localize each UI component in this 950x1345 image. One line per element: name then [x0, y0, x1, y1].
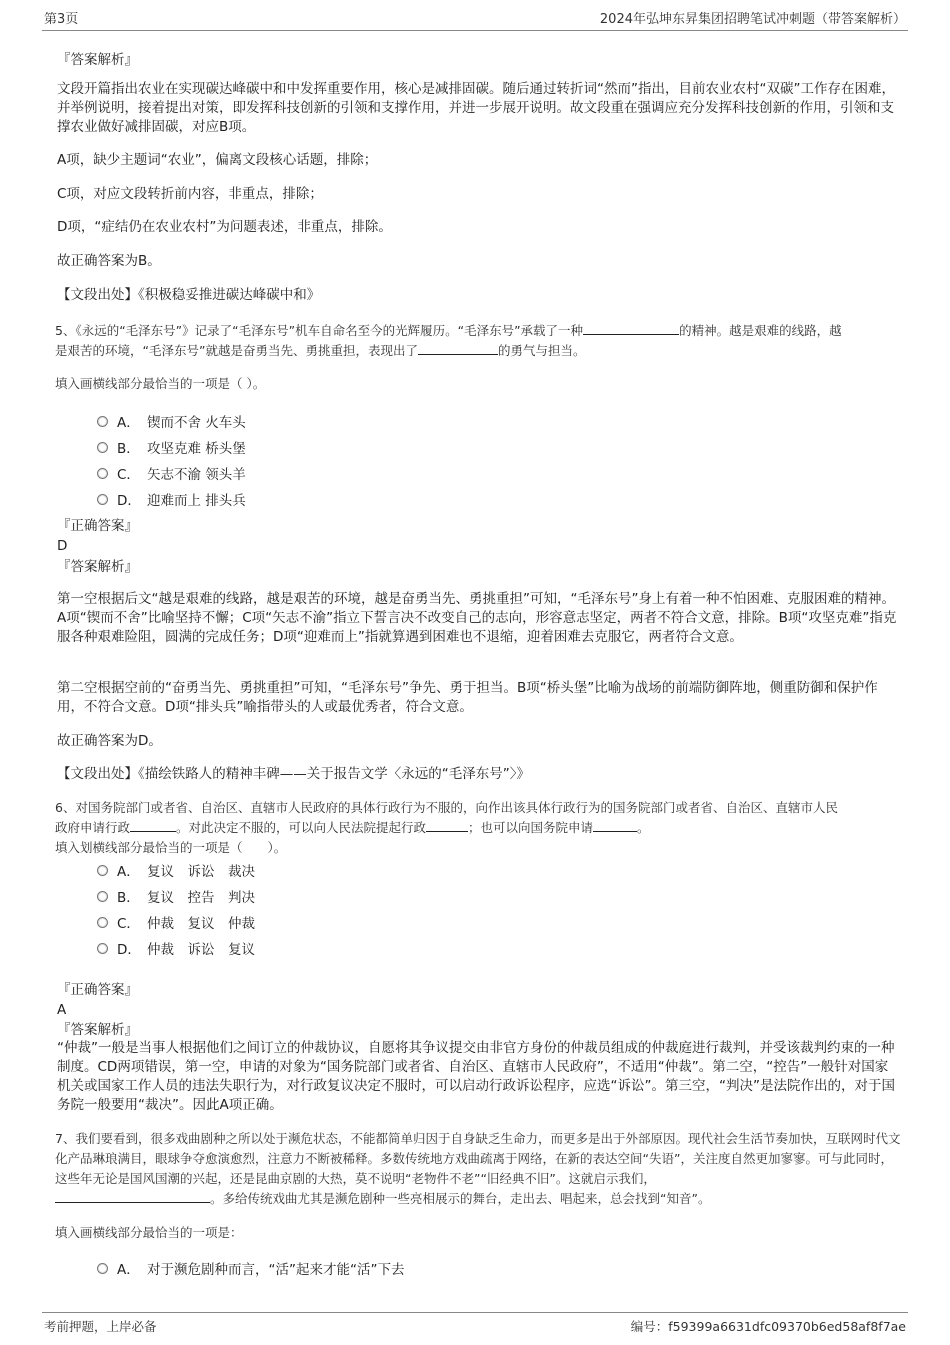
- q5-analysis-label: 『答案解析』: [57, 559, 138, 575]
- q5-option-b[interactable]: [97, 437, 246, 457]
- radio-icon[interactable]: [97, 494, 108, 505]
- option-text: 锲而不舍 火车头: [147, 415, 246, 431]
- q6-prompt: 填入划横线部分最恰当的一项是（ ）。: [55, 840, 287, 855]
- option-text: 仲裁 诉讼 复议: [147, 942, 255, 958]
- q6-stem-part2: 。对此决定不服的，可以向人民法院提起行政: [176, 820, 427, 835]
- option-letter: A．: [117, 864, 140, 880]
- option-letter: B．: [117, 441, 140, 457]
- option-letter: C．: [117, 916, 140, 932]
- radio-icon[interactable]: [97, 442, 108, 453]
- q5-analysis-p1: 第一空根据后文“越是艰难的线路，越是艰苦的环境，越是奋勇当先、勇挑重担”可知，“毛泽东号”身上有着一种不怕困难、克服困难的精神。A项“锲而不舍”比喻坚持不懈；C项“矢志不渝”指立下誓言决不改变自己的志向，形容意志坚定，两者不符合文意，排除。B项“攻坚克难”指克服各种艰难险阻，圆满的完成任务；D项“迎难而上”指就算遇到困难也不退缩，迎着困难去克服它，两者符合文意。: [57, 591, 897, 645]
- q5-option-c[interactable]: [97, 463, 246, 483]
- radio-icon[interactable]: [97, 943, 108, 954]
- q7-blank: [55, 1190, 210, 1203]
- q6-answer: A: [57, 1002, 67, 1018]
- option-letter: B．: [117, 890, 140, 906]
- option-text: 攻坚克难 桥头堡: [147, 441, 246, 457]
- radio-icon[interactable]: [97, 917, 108, 928]
- q4-source: 【文段出处】《积极稳妥推进碳达峰碳中和》: [57, 287, 321, 303]
- radio-icon[interactable]: [97, 416, 108, 427]
- radio-icon[interactable]: [97, 468, 108, 479]
- q6-analysis-p1: “仲裁”一般是当事人根据他们之间订立的仲裁协议，自愿将其争议提交由非官方身份的仲裁员组成的仲裁庭进行裁判，并受该裁判约束的一种制度。CD两项错误，第一空，申请的对象为“国务院部门或者省、自治区、直辖市人民政府”，不适用“仲裁”。第二空，“控告”一般针对国家机关或国家工作人员的违法失职行为，对行政复议决定不服时，可以启动行政诉讼程序，应选“诉讼”。第三空，“判决”是法院作出的，对于国务院一般要用“裁决”。因此A项正确。: [57, 1040, 895, 1113]
- q6-correct-label: 『正确答案』: [57, 982, 138, 998]
- q5-correct-label: 『正确答案』: [57, 518, 138, 534]
- q5-analysis-p2: 第二空根据空前的“奋勇当先、勇挑重担”可知，“毛泽东号”争先、勇于担当。B项“桥头堡”比喻为战场的前端防御阵地，侧重防御和保护作用，不符合文意。D项“排头兵”喻指带头的人或最优秀者，符合文意。: [57, 680, 878, 715]
- header-rule: [42, 30, 908, 31]
- q5-stem-part3: 是艰苦的环境，“毛泽东号”就越是奋勇当先、勇挑重担，表现出了: [55, 343, 418, 358]
- q5-blank-2: [418, 342, 498, 355]
- q6-stem: [55, 798, 905, 838]
- footer-serial: 编号：f59399a6631dfc09370b6ed58af8f7ae: [630, 1319, 906, 1334]
- q5-option-a[interactable]: [97, 411, 246, 431]
- q5-stem-part1: 5、《永远的“毛泽东号”》记录了“毛泽东号”机车自命名至今的光辉履历。“毛泽东号”承载了一种: [55, 323, 584, 338]
- q4-analysis-p1: 文段开篇指出农业在实现碳达峰碳中和中发挥重要作用，核心是减排固碳。随后通过转折词“然而”指出，目前农业农村“双碳”工作存在困难，并举例说明，接着提出对策，即发挥科技创新的引领和支撑作用，并进一步展开说明。故文段重在强调应充分发挥科技创新的作用，引领和支撑农业做好减排固碳，对应B项。: [57, 81, 895, 135]
- q7-prompt: 填入画横线部分最恰当的一项是：: [55, 1225, 243, 1240]
- page-number: 第3页: [44, 12, 79, 27]
- q5-conclusion: 故正确答案为D。: [57, 733, 162, 749]
- q5-blank-1: [583, 322, 679, 335]
- radio-icon[interactable]: [97, 865, 108, 876]
- q6-stem-part4: 。: [637, 820, 650, 835]
- option-text: 对于濒危剧种而言，“活”起来才能“活”下去: [147, 1262, 405, 1278]
- option-letter: C．: [117, 467, 140, 483]
- option-text: 复议 控告 判决: [147, 890, 255, 906]
- option-letter: A．: [117, 415, 140, 431]
- q5-option-d[interactable]: [97, 489, 246, 509]
- radio-icon[interactable]: [97, 1263, 108, 1274]
- q4-analysis-label: 『答案解析』: [57, 52, 138, 68]
- radio-icon[interactable]: [97, 891, 108, 902]
- q6-blank-3: [593, 819, 637, 832]
- footer-rule: [42, 1312, 908, 1313]
- q6-stem-part1: 政府申请行政: [55, 820, 131, 835]
- q7-option-a[interactable]: [97, 1258, 404, 1278]
- q6-option-a[interactable]: [97, 860, 255, 880]
- q6-stem-part3: ；也可以向国务院申请: [468, 820, 594, 835]
- q5-source: 【文段出处】《描绘铁路人的精神丰碑——关于报告文学〈永远的“毛泽东号”〉》: [57, 766, 530, 782]
- option-letter: D．: [117, 493, 141, 509]
- q4-analysis-d: D项，“症结仍在农业农村”为问题表述，非重点，排除。: [57, 219, 392, 235]
- q6-blank-1: [130, 819, 176, 832]
- option-letter: D．: [117, 942, 141, 958]
- q5-prompt: 填入画横线部分最恰当的一项是（ ）。: [55, 376, 266, 391]
- q4-analysis-c: C项，对应文段转折前内容，非重点，排除；: [57, 186, 323, 202]
- q6-option-b[interactable]: [97, 886, 255, 906]
- q6-blank-2: [426, 819, 468, 832]
- q6-option-c[interactable]: [97, 912, 255, 932]
- option-text: 迎难而上 排头兵: [147, 493, 246, 509]
- q6-option-d[interactable]: [97, 938, 255, 958]
- option-letter: A．: [117, 1262, 140, 1278]
- q5-stem: [55, 321, 900, 361]
- option-text: 仲裁 复议 仲裁: [147, 916, 255, 932]
- q5-answer: D: [57, 538, 68, 554]
- q7-stem-tail: 。多给传统戏曲尤其是濒危剧种一些亮相展示的舞台，走出去、唱起来，总会找到“知音”。: [210, 1191, 711, 1206]
- q5-stem-part2: 的精神。越是艰难的线路，越: [679, 323, 842, 338]
- q7-stem: [55, 1129, 905, 1209]
- q5-stem-part4: 的勇气与担当。: [497, 343, 586, 358]
- document-title: 2024年弘坤东昇集团招聘笔试冲刺题（带答案解析）: [599, 12, 906, 27]
- q6-stem-line1: 6、对国务院部门或者省、自治区、直辖市人民政府的具体行政行为不服的，向作出该具体行政行为的国务院部门或者省、自治区、直辖市人民: [55, 800, 838, 815]
- q4-analysis-a: A项，缺少主题词“农业”，偏离文段核心话题，排除；: [57, 152, 378, 168]
- option-text: 矢志不渝 领头羊: [147, 467, 246, 483]
- q4-conclusion: 故正确答案为B。: [57, 253, 161, 269]
- q7-stem-text: 7、我们要看到，很多戏曲剧种之所以处于濒危状态，不能都简单归因于自身缺乏生命力，而更多是出于外部原因。现代社会生活节奏加快，互联网时代文化产品琳琅满目，眼球争夺愈演愈烈，注意力不断被稀释。多数传统地方戏曲疏离于网络，在新的表达空间“失语”，关注度自然更加寥寥。可与此同时，这些年无论是国风国潮的兴起，还是昆曲京剧的大热，莫不说明“老物件不老”“旧经典不旧”。这就启示我们，: [55, 1131, 901, 1186]
- footer-slogan: 考前押题，上岸必备: [44, 1319, 157, 1334]
- q6-analysis-label: 『答案解析』: [57, 1022, 138, 1038]
- option-text: 复议 诉讼 裁决: [147, 864, 255, 880]
